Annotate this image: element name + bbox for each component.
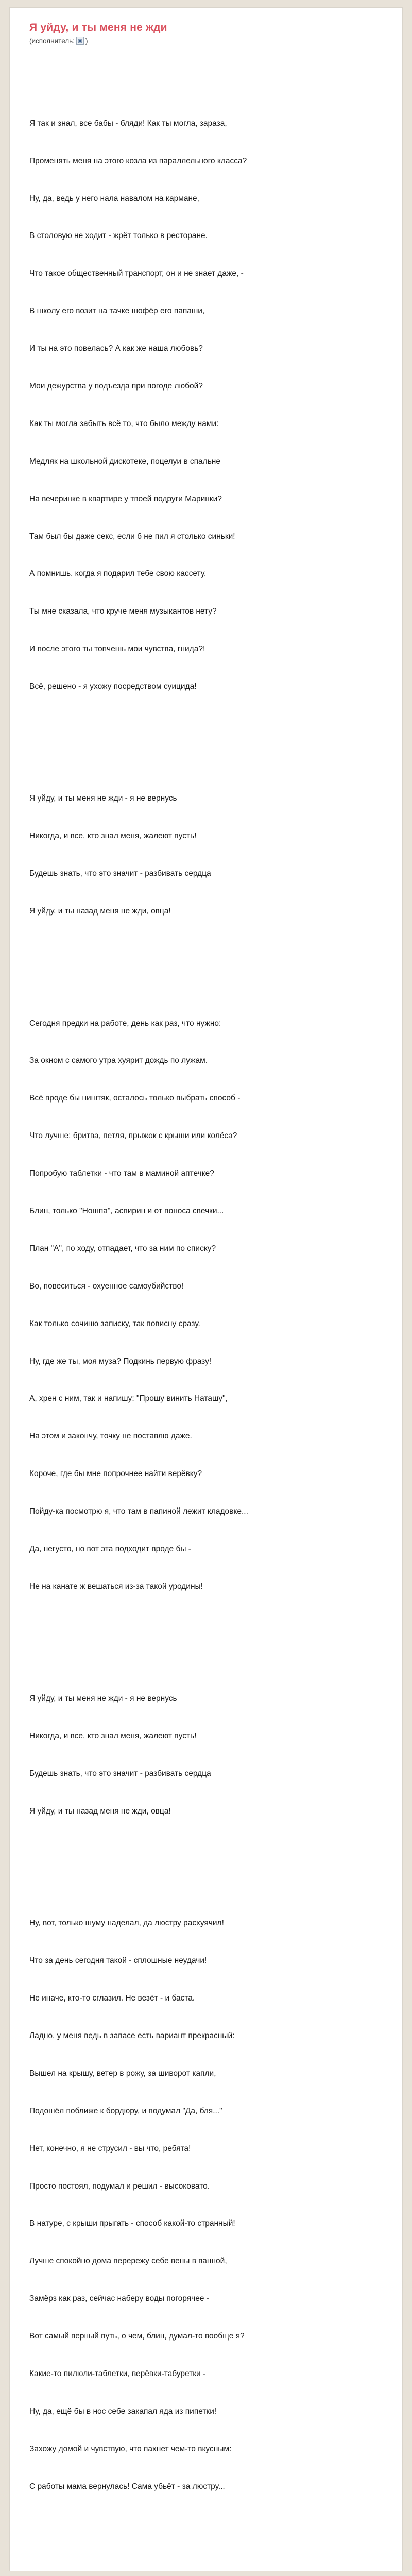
lyrics-line: Какие-то пилюли-таблетки, верёвки-табуретки - — [29, 2369, 206, 2378]
lyrics-stanza — [29, 92, 387, 718]
lyrics-line: А помнишь, когда я подарил тебе свою кассету, — [29, 569, 207, 579]
lyrics-line: Захожу домой и чувствую, что пахнет чем-то вкусным: — [29, 2444, 232, 2453]
lyrics-line: Блин, только "Ношпа", аспирин и от поноса свечки... — [29, 1206, 224, 1215]
lyrics-line: Я уйду, и ты назад меня не жди, овца! — [29, 1806, 171, 1816]
lyrics-line: Всё, решено - я ухожу посредством суицида! — [29, 682, 197, 691]
lyrics-line: Подошёл поближе к бордюру, и подумал "Да, бля..." — [29, 2106, 222, 2115]
lyrics-line: Вышел на крышу, ветер в рожу, за шиворот капли, — [29, 2069, 216, 2078]
lyrics-line: План "А", по ходу, отпадает, что за ним по списку? — [29, 1244, 216, 1253]
lyrics-line: Попробую таблетки - что там в маминой аптечке? — [29, 1169, 214, 1178]
lyrics-line: На этом и закончу, точку не поставлю даже. — [29, 1432, 192, 1441]
lyrics-line: Не на канате ж вешаться из-за такой уродины! — [29, 1582, 203, 1591]
lyrics-line: Там был бы даже секс, если б не пил я столько синьки! — [29, 532, 235, 541]
lyrics-line: Мои дежурства у подъезда при погоде любой? — [29, 381, 203, 391]
performer-line — [29, 37, 387, 45]
lyrics-line: Никогда, и все, кто знал меня, жалеют пусть! — [29, 832, 197, 841]
lyrics-line: Никогда, и все, кто знал меня, жалеют пусть! — [29, 1732, 197, 1741]
lyrics-line: Нет, конечно, я не струсил - вы что, ребята! — [29, 2144, 191, 2153]
lyrics-line: Что лучше: бритва, петля, прыжок с крыши или колёса? — [29, 1131, 237, 1141]
lyrics-line: Ну, где же ты, моя муза? Подкинь первую фразу! — [29, 1357, 212, 1366]
lyrics-line: На вечеринке в квартире у твоей подруги Маринки? — [29, 494, 222, 503]
lyrics-line: Во, повеситься - охуенное самоубийство! — [29, 1281, 184, 1291]
lyrics-line: И ты на это повелась? А как же наша любовь? — [29, 344, 203, 353]
performer-label: (исполнитель: — [29, 37, 75, 45]
lyrics-line: Ладно, у меня ведь в запасе есть вариант прекрасный: — [29, 2031, 235, 2040]
lyrics-line: Пойду-ка посмотрю я, что там в папиной лежит кладовке... — [29, 1507, 248, 1516]
lyrics-line: Медляк на школьной дискотеке, поцелуи в спальне — [29, 456, 220, 466]
lyrics-line: Лучше спокойно дома перережу себе вены в ванной, — [29, 2257, 227, 2266]
lyrics-line: Я уйду, и ты меня не жди - я не вернусь — [29, 1694, 177, 1703]
lyrics-line: А, хрен с ним, так и напишу: "Прошу винить Наташу", — [29, 1394, 228, 1403]
lyrics-line: Ну, вот, только шуму наделал, да люстру расхуячил! — [29, 1919, 224, 1928]
lyrics-line: Будешь знать, что это значит - разбивать сердца — [29, 869, 211, 878]
lyrics-line: За окном с самого утра хуярит дождь по лужам. — [29, 1056, 208, 1065]
lyrics-line: Короче, где бы мне попрочнее найти верёвку? — [29, 1469, 202, 1479]
lyrics-stanza — [29, 1892, 387, 2518]
performer-close-paren: ) — [85, 37, 88, 45]
lyrics-line: Что такое общественный транспорт, он и не знает даже, - — [29, 269, 244, 278]
lyrics-line: В столовую не ходит - жрёт только в ресторане. — [29, 231, 208, 241]
lyrics-line: Сегодня предки на работе, день как раз, что нужно: — [29, 1019, 221, 1028]
lyrics-line: И после этого ты топчешь мои чувства, гнида?! — [29, 645, 205, 654]
lyrics-sheet — [9, 7, 403, 2571]
broken-image-icon: ▣ — [76, 37, 84, 45]
lyrics-line: Променять меня на этого козла из параллельного класса? — [29, 156, 247, 165]
lyrics-line: Будешь знать, что это значит - разбивать сердца — [29, 1769, 211, 1778]
lyrics-stanza-chorus — [29, 1668, 387, 1843]
lyrics-line: Я уйду, и ты меня не жди - я не вернусь — [29, 794, 177, 803]
page-title: Я уйду, и ты меня не жди — [29, 22, 167, 33]
lyrics-line: Я уйду, и ты назад меня не жди, овца! — [29, 907, 171, 916]
lyrics-line: Да, негусто, но вот эта подходит вроде бы - — [29, 1544, 191, 1553]
lyrics-stanza-chorus — [29, 768, 387, 943]
lyrics-line: Что за день сегодня такой - сплошные неудачи! — [29, 1956, 207, 1965]
lyrics-line: Не иначе, кто-то сглазил. Не везёт - и баста. — [29, 1994, 195, 2003]
lyrics-line: В школу его возит на тачке шофёр его папаши, — [29, 307, 205, 316]
lyrics-line: Как только сочиню записку, так повисну сразу. — [29, 1319, 200, 1328]
lyrics-line: Ну, да, ещё бы в нос себе закапал яда из пипетки! — [29, 2406, 217, 2416]
lyrics-line: Вот самый верный путь, о чем, блин, думал-то вообще я? — [29, 2332, 245, 2341]
lyrics-line: Всё вроде бы ништяк, осталось только выбрать способ - — [29, 1094, 241, 1103]
lyrics-line: С работы мама вернулась! Сама убьёт - за люстру... — [29, 2482, 225, 2491]
lyrics-line: Замёрз как раз, сейчас наберу воды погорячее - — [29, 2294, 209, 2303]
lyrics-line: Ну, да, ведь у него нала навалом на кармане, — [29, 194, 199, 203]
lyrics-body — [29, 55, 387, 2555]
lyrics-line: Просто постоял, подумал и решил - высоковато. — [29, 2181, 210, 2191]
lyrics-line: Я так и знал, все бабы - бляди! Как ты могла, зараза, — [29, 118, 227, 128]
lyrics-line: В натуре, с крыши прыгать - способ какой-то странный! — [29, 2219, 235, 2228]
lyrics-line: Как ты могла забыть всё то, что было между нами: — [29, 419, 219, 428]
lyrics-stanza — [29, 992, 387, 1618]
lyrics-line: Ты мне сказала, что круче меня музыкантов нету? — [29, 607, 217, 616]
